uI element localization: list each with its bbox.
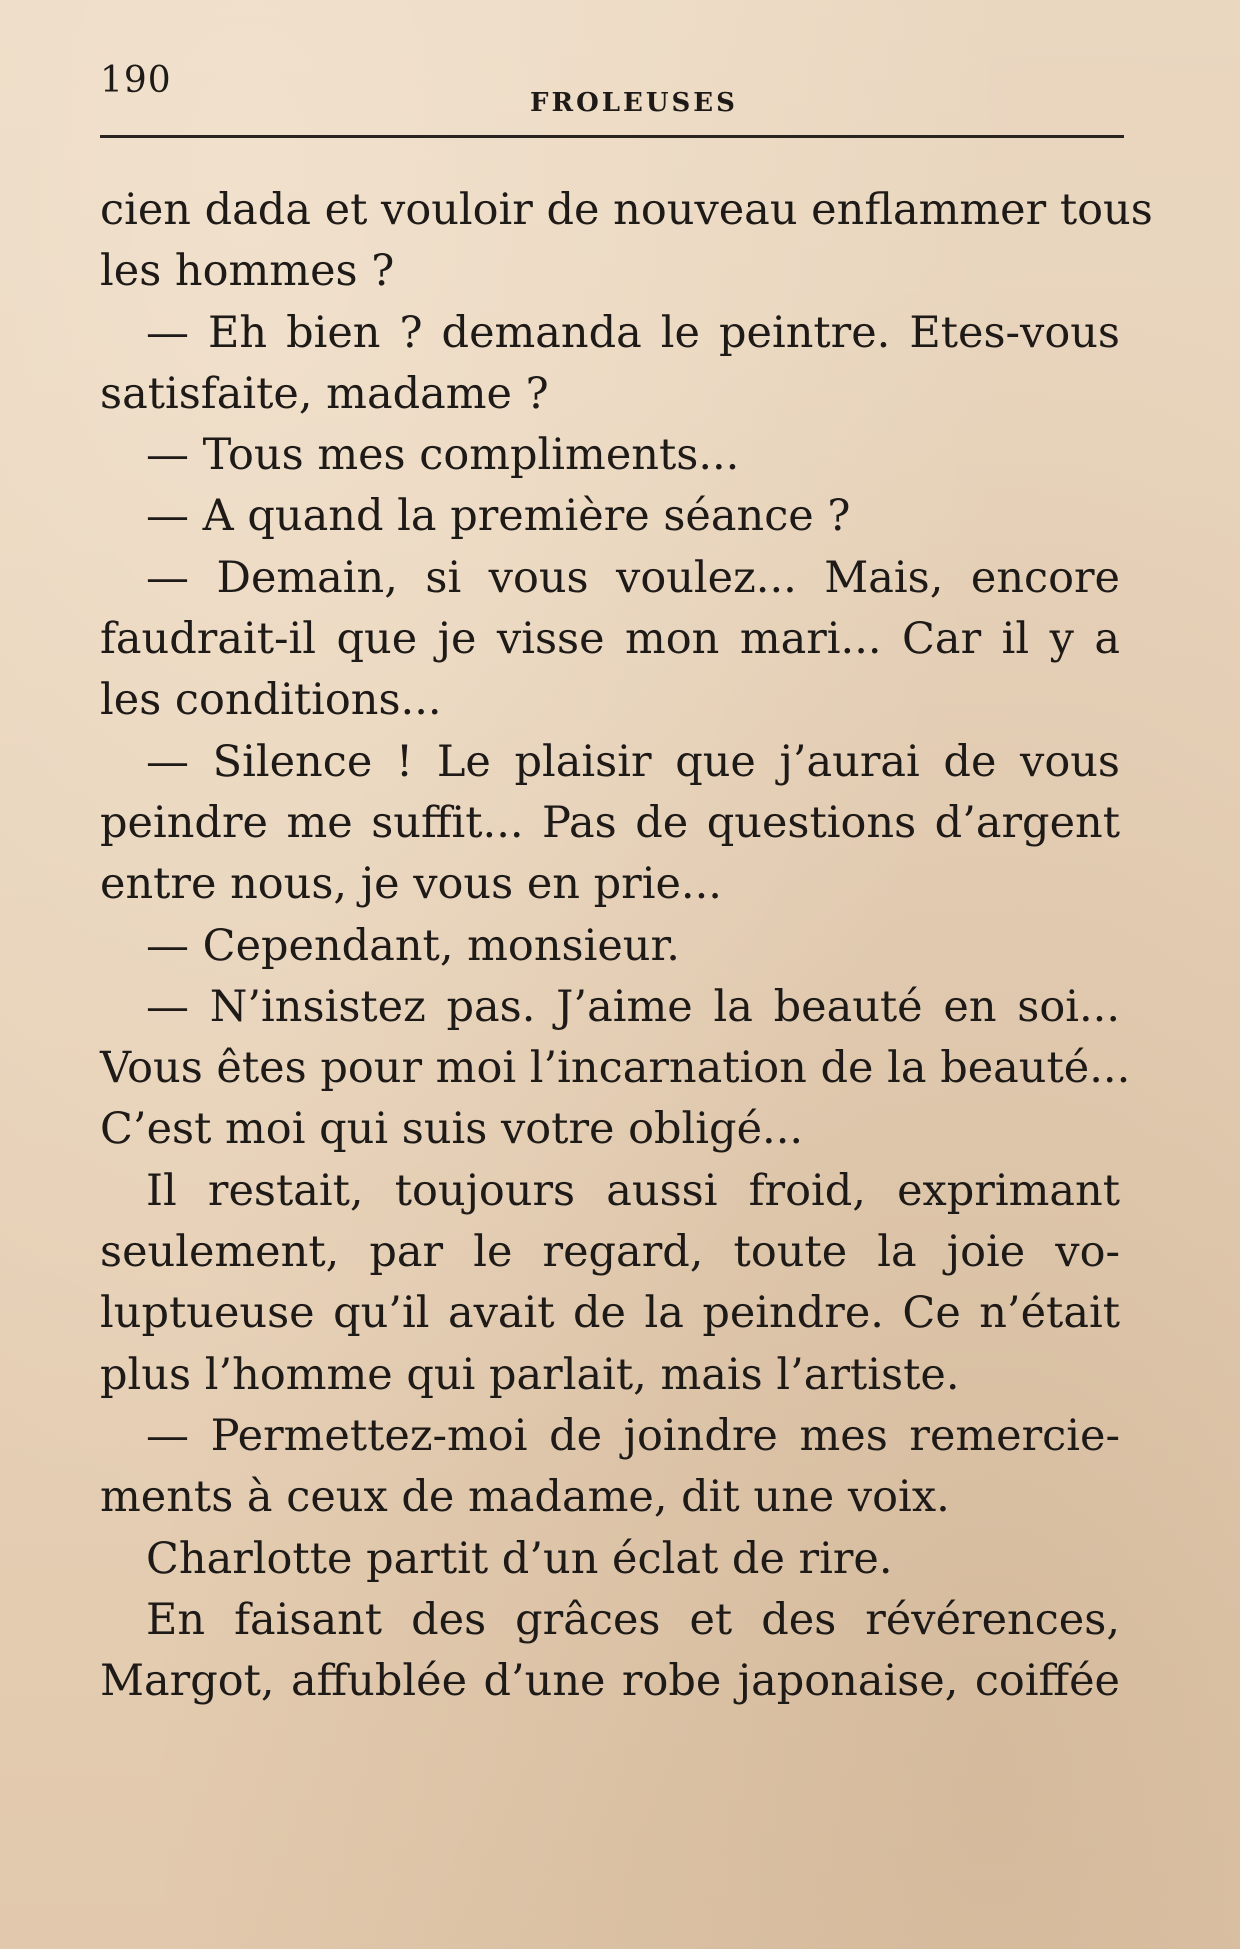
- text-line: Vous êtes pour moi l’incarnation de la beauté...: [100, 1043, 1131, 1094]
- text-line: les conditions...: [100, 675, 442, 726]
- text-line: — Tous mes compliments...: [146, 430, 740, 481]
- header-rule: [100, 135, 1124, 138]
- text-line: — Permettez-moi de joindre mes remercie-: [146, 1410, 1120, 1461]
- text-line: peindre me suffit... Pas de questions d’argent: [100, 797, 1120, 848]
- body-text: [100, 180, 1153, 1712]
- text-line: Charlotte partit d’un éclat de rire.: [146, 1533, 893, 1584]
- text-line: plus l’homme qui parlait, mais l’artiste.: [100, 1349, 960, 1400]
- text-line: — Silence ! Le plaisir que j’aurai de vous: [146, 736, 1120, 787]
- text-line: Il restait, toujours aussi froid, exprimant: [146, 1165, 1120, 1216]
- text-line: — A quand la première séance ?: [146, 491, 851, 542]
- text-line: faudrait-il que je visse mon mari... Car il y a: [100, 614, 1120, 665]
- text-line: — Eh bien ? demanda le peintre. Etes-vous: [146, 307, 1120, 358]
- running-title: FROLEUSES: [530, 88, 738, 118]
- text-line: luptueuse qu’il avait de la peindre. Ce n’était: [100, 1288, 1120, 1339]
- text-line: satisfaite, madame ?: [100, 368, 549, 419]
- text-line: — Cependant, monsieur.: [146, 920, 680, 971]
- page-number: 190: [100, 60, 172, 101]
- text-line: — Demain, si vous voulez... Mais, encore: [146, 552, 1120, 603]
- text-line: cien dada et vouloir de nouveau enflammer tous: [100, 185, 1153, 235]
- text-line: Margot, affublée d’une robe japonaise, coiffée: [100, 1656, 1120, 1707]
- text-line: seulement, par le regard, toute la joie vo-: [100, 1227, 1120, 1278]
- text-line: En faisant des grâces et des révérences,: [146, 1594, 1120, 1645]
- text-line: C’est moi qui suis votre obligé...: [100, 1104, 804, 1155]
- text-line: entre nous, je vous en prie...: [100, 859, 722, 910]
- text-line: les hommes ?: [100, 246, 395, 297]
- text-line: — N’insistez pas. J’aime la beauté en soi...: [146, 981, 1120, 1032]
- text-line: ments à ceux de madame, dit une voix.: [100, 1472, 950, 1523]
